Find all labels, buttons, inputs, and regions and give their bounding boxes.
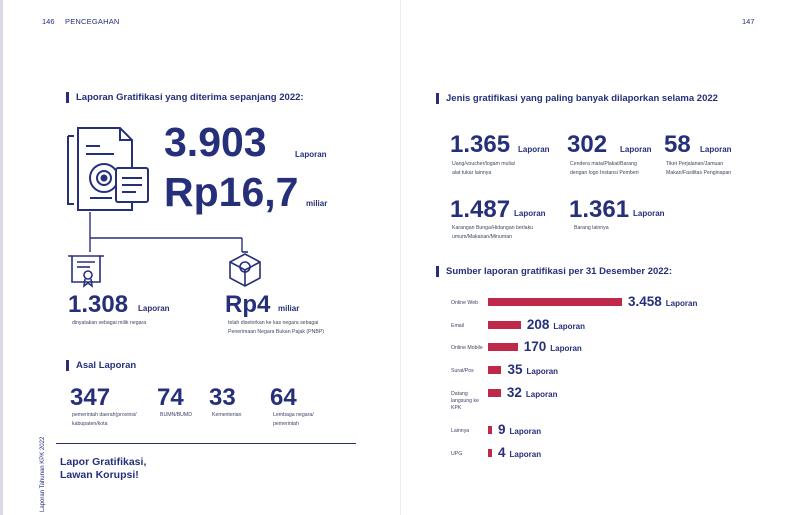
asal-item-label: kabupaten/kota [72,421,108,427]
jenis-value: 1.365 [450,131,511,158]
bar-value-label: 208 Laporan [526,317,585,332]
bar-value-label: 4 Laporan [498,445,542,460]
asal-item-label: Lembaga negara/ [273,412,314,418]
jenis-label: Uang/voucher/logam mulia/ [452,161,516,167]
jenis-label: Karangan Bunga/Hidangan berlaku [452,225,534,231]
jenis-value: 58 [664,131,691,158]
jenis-label: Tiket Perjalanan/Jamuan [666,161,724,167]
jenis-value: 1.487 [450,196,511,223]
bar [488,389,501,397]
jenis-unit: Laporan [620,145,652,154]
jenis-unit: Laporan [518,145,550,154]
jenis-label: Makan/Fasilitas Penginapan [666,170,732,176]
asal-item-label: pemerintah daerah(provinsi/ [72,412,137,418]
pnbp-desc-line1: telah disetorkan ke kas negara sebagai [228,320,319,326]
bar [488,426,492,434]
total-reports-unit: Laporan [295,150,327,159]
right-page-number: 147 [742,17,755,26]
slogan-line1: Lapor Gratifikasi, [60,456,147,468]
bar [488,321,521,329]
asal-item-value: 64 [270,384,297,411]
jenis-value: 1.361 [569,196,630,223]
asal-item-value: 33 [209,384,236,411]
asal-item-value: 347 [70,384,111,411]
pnbp-value: Rp4 [225,291,271,318]
bar [488,366,501,374]
asal-item-label: Kementerian [212,412,242,418]
jenis-value: 302 [567,131,608,158]
owned-by-state-unit: Laporan [138,304,170,313]
jenis-unit: Laporan [700,145,732,154]
bar-category-label: Surat/Pos [451,368,474,374]
jenis-label: Barang lainnya [574,225,609,231]
jenis-label: alat tukar lainnya [452,170,492,176]
total-reports-value: 3.903 [164,119,267,165]
sumber-title: Sumber laporan gratifikasi per 31 Desember 2022: [436,266,672,277]
jenis-unit: Laporan [633,209,665,218]
owned-by-state-desc: dinyatakan sebagai milik negara [72,320,147,326]
bar-category-label: UPG [451,451,463,457]
jenis-label: dengan logo Instansi Pemberi [570,170,639,176]
bar-category-label: Online Mobile [451,345,483,351]
bar-value-label: 170 Laporan [523,339,582,354]
bar [488,343,518,351]
side-report-title: Laporan Tahunan KPK 2022 [40,436,46,512]
left-section-title: Laporan Gratifikasi yang diterima sepanjang 2022: [66,92,304,103]
pnbp-unit: miliar [278,304,300,313]
asal-item-value: 74 [157,384,184,411]
bar-value-label: 32 Laporan [506,385,558,400]
total-value: Rp16,7 [164,169,299,215]
asal-item-label: BUMN/BUMD [160,412,192,418]
bar-category-label: Lainnya [451,428,470,434]
section-header: PENCEGAHAN [65,17,120,26]
bar [488,298,622,306]
bar [488,449,492,457]
bar-category-label: Online Web [451,300,479,306]
jenis-title: Jenis gratifikasi yang paling banyak dilaporkan selama 2022 [436,93,718,104]
jenis-unit: Laporan [514,209,546,218]
slogan-line2: Lawan Korupsi! [60,469,139,481]
jenis-label: umum/Makanan/Minuman [452,234,512,240]
bar-category-label: Datang langsung ke KPK [451,391,479,411]
bar-value-label: 3.458 Laporan [628,294,698,309]
asal-item-label: pemerintah [273,421,299,427]
owned-by-state-value: 1.308 [68,291,129,318]
total-value-unit: miliar [306,199,328,208]
jenis-label: Cendera mata/Plakat/Barang [570,161,637,167]
left-page-number: 146 [42,17,55,26]
bar-value-label: 35 Laporan [507,362,559,377]
bar-value-label: 9 Laporan [498,422,542,437]
asal-laporan-title: Asal Laporan [66,360,136,371]
bar-category-label: Email [451,323,464,329]
pnbp-desc-line2: Penerimaan Negara Bukan Pajak (PNBP) [228,329,325,335]
